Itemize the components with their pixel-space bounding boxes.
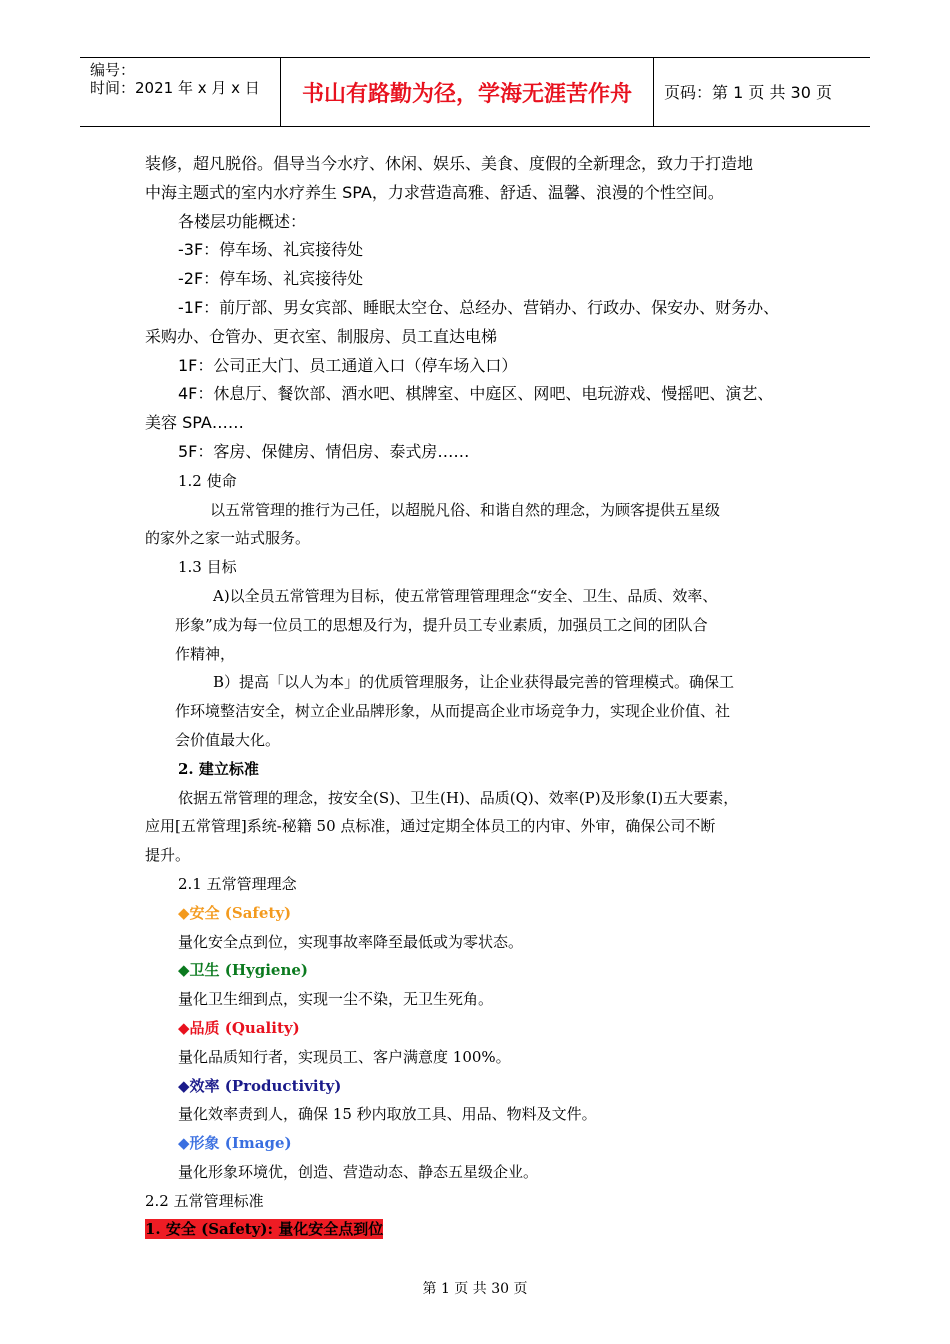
section-heading: 1.2 使命: [178, 472, 237, 490]
page-info: 页码：第 1 页 共 30 页: [664, 82, 832, 102]
floor-item: 4F：休息厅、餐饮部、酒水吧、棋牌室、中庭区、网吧、电玩游戏、慢摇吧、演艺、: [178, 384, 774, 403]
number-label: 编号：: [90, 61, 136, 79]
section-intro: 各楼层功能概述：: [178, 212, 307, 231]
concept-title-productivity: ◆效率 (Productivity): [178, 1077, 342, 1095]
para-line: 作环境整洁安全，树立企业品牌形象，从而提高企业市场竞争力，实现企业价值、社: [175, 702, 731, 720]
header-table: [80, 57, 870, 127]
floor-item: 1F：公司正大门、员工通道入口（停车场入口）: [178, 356, 518, 375]
para-line: 会价值最大化。: [175, 731, 281, 749]
section-heading: 2.2 五常管理标准: [145, 1192, 264, 1210]
header-motto-cell: [281, 58, 654, 126]
para-line: 中海主题式的室内水疗养生 SPA，力求营造高雅、舒适、温馨、浪漫的个性空间。: [145, 183, 724, 202]
concept-desc: 量化形象环境优，创造、营造动态、静态五星级企业。: [178, 1163, 539, 1181]
para-line: 作精神，: [175, 645, 236, 663]
para-line: 以五常管理的推行为己任，以超脱凡俗、和谐自然的理念，为顾客提供五星级: [210, 501, 721, 519]
concept-title-safety: ◆安全 (Safety): [178, 904, 292, 922]
floor-item-cont: 采购办、仓管办、更衣室、制服房、员工直达电梯: [145, 327, 498, 346]
para-line: 提升。: [145, 846, 191, 864]
para-line: B）提高「以人为本」的优质管理服务，让企业获得最完善的管理模式。确保工: [213, 673, 735, 691]
floor-item: -1F：前厅部、男女宾部、睡眠太空仓、总经办、营销办、行政办、保安办、财务办、: [178, 298, 780, 317]
concept-desc: 量化卫生细到点，实现一尘不染，无卫生死角。: [178, 990, 494, 1008]
para-line: A)以全员五常管理为目标，使五常管理管理理念“安全、卫生、品质、效率、: [213, 587, 718, 605]
para-line: 形象”成为每一位员工的思想及行为，提升员工专业素质，加强员工之间的团队合: [175, 616, 708, 634]
header-meta-cell: [80, 58, 281, 126]
section-heading: 2. 建立标准: [178, 760, 259, 778]
floor-item: -2F：停车场、礼宾接待处: [178, 269, 364, 288]
para-line: 的家外之家一站式服务。: [145, 529, 311, 547]
header-page-cell: [654, 58, 870, 126]
floor-item: -3F：停车场、礼宾接待处: [178, 240, 364, 259]
para-line: 依据五常管理的理念，按安全(S)、卫生(H)、品质(Q)、效率(P)及形象(I)五大要素，: [178, 789, 739, 807]
floor-item: 5F：客房、保健房、情侣房、泰式房……: [178, 442, 470, 461]
concept-desc: 量化效率责到人，确保 15 秒内取放工具、用品、物料及文件。: [178, 1105, 597, 1123]
para-line: 装修，超凡脱俗。倡导当今水疗、休闲、娱乐、美食、度假的全新理念，致力于打造地: [145, 154, 754, 173]
concept-title-hygiene: ◆卫生 (Hygiene): [178, 961, 309, 979]
concept-title-image: ◆形象 (Image): [178, 1134, 292, 1152]
concept-desc: 量化品质知行者，实现员工、客户满意度 100%。: [178, 1048, 511, 1066]
floor-item-cont: 美容 SPA……: [145, 413, 244, 432]
section-heading: 2.1 五常管理理念: [178, 875, 297, 893]
highlighted-heading: 1. 安全 (Safety): 量化安全点到位: [145, 1220, 384, 1238]
section-heading: 1.3 目标: [178, 558, 237, 576]
date-label: 时间：2021 年 x 月 x 日: [90, 79, 260, 97]
motto: 书山有路勤为径，学海无涯苦作舟: [301, 80, 632, 107]
concept-title-quality: ◆品质 (Quality): [178, 1019, 300, 1037]
para-line: 应用[五常管理]系统-秘籍 50 点标准，通过定期全体员工的内审、外审，确保公司不断: [145, 817, 716, 835]
concept-desc: 量化安全点到位，实现事故率降至最低或为零状态。: [178, 933, 524, 951]
page-footer: 第 1 页 共 30 页: [422, 1281, 528, 1297]
